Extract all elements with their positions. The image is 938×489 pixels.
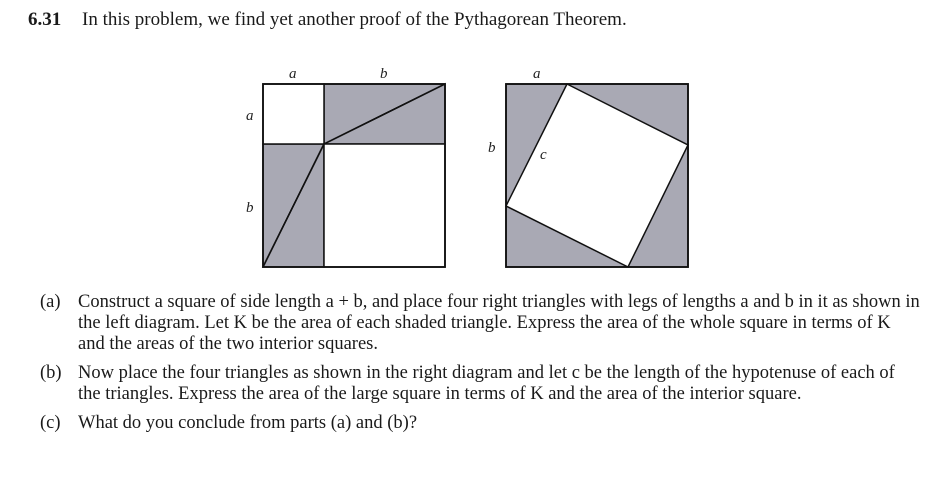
part-label: (c) <box>40 413 61 433</box>
part-label: (b) <box>40 363 62 383</box>
part-text: What do you conclude from parts (a) and (b)? <box>78 413 418 433</box>
problem-parts <box>40 292 920 442</box>
part-text: Now place the four triangles as shown in the right diagram and let c be the length of the hypotenuse of each of the triangles. Express the area of the large square in terms of K and the area of the interior square. <box>78 363 895 404</box>
left-label-top-a: a <box>289 66 297 82</box>
problem-intro: In this problem, we find yet another proof of the Pythagorean Theorem. <box>82 9 627 30</box>
left-label-side-b: b <box>246 200 254 216</box>
part-b <box>40 363 920 405</box>
part-text: Construct a square of side length a + b, and place four right triangles with legs of lengths a and b in it as shown in the left diagram. Let K be the area of each shaded triangle. Express the area of the whole square in terms of K and the areas of the two interior squares. <box>78 292 920 354</box>
part-label: (a) <box>40 292 61 312</box>
right-diagram <box>488 66 688 267</box>
right-label-top-a: a <box>533 66 541 82</box>
problem-number: 6.31 <box>28 9 62 30</box>
right-label-side-b: b <box>488 140 496 156</box>
part-c <box>40 413 920 434</box>
left-label-top-b: b <box>380 66 388 82</box>
left-label-side-a: a <box>246 108 254 124</box>
part-a <box>40 292 920 355</box>
right-label-hyp-c: c <box>540 147 547 163</box>
left-small-square-a <box>263 84 324 144</box>
left-big-square-b <box>324 144 445 267</box>
left-diagram <box>246 66 445 267</box>
